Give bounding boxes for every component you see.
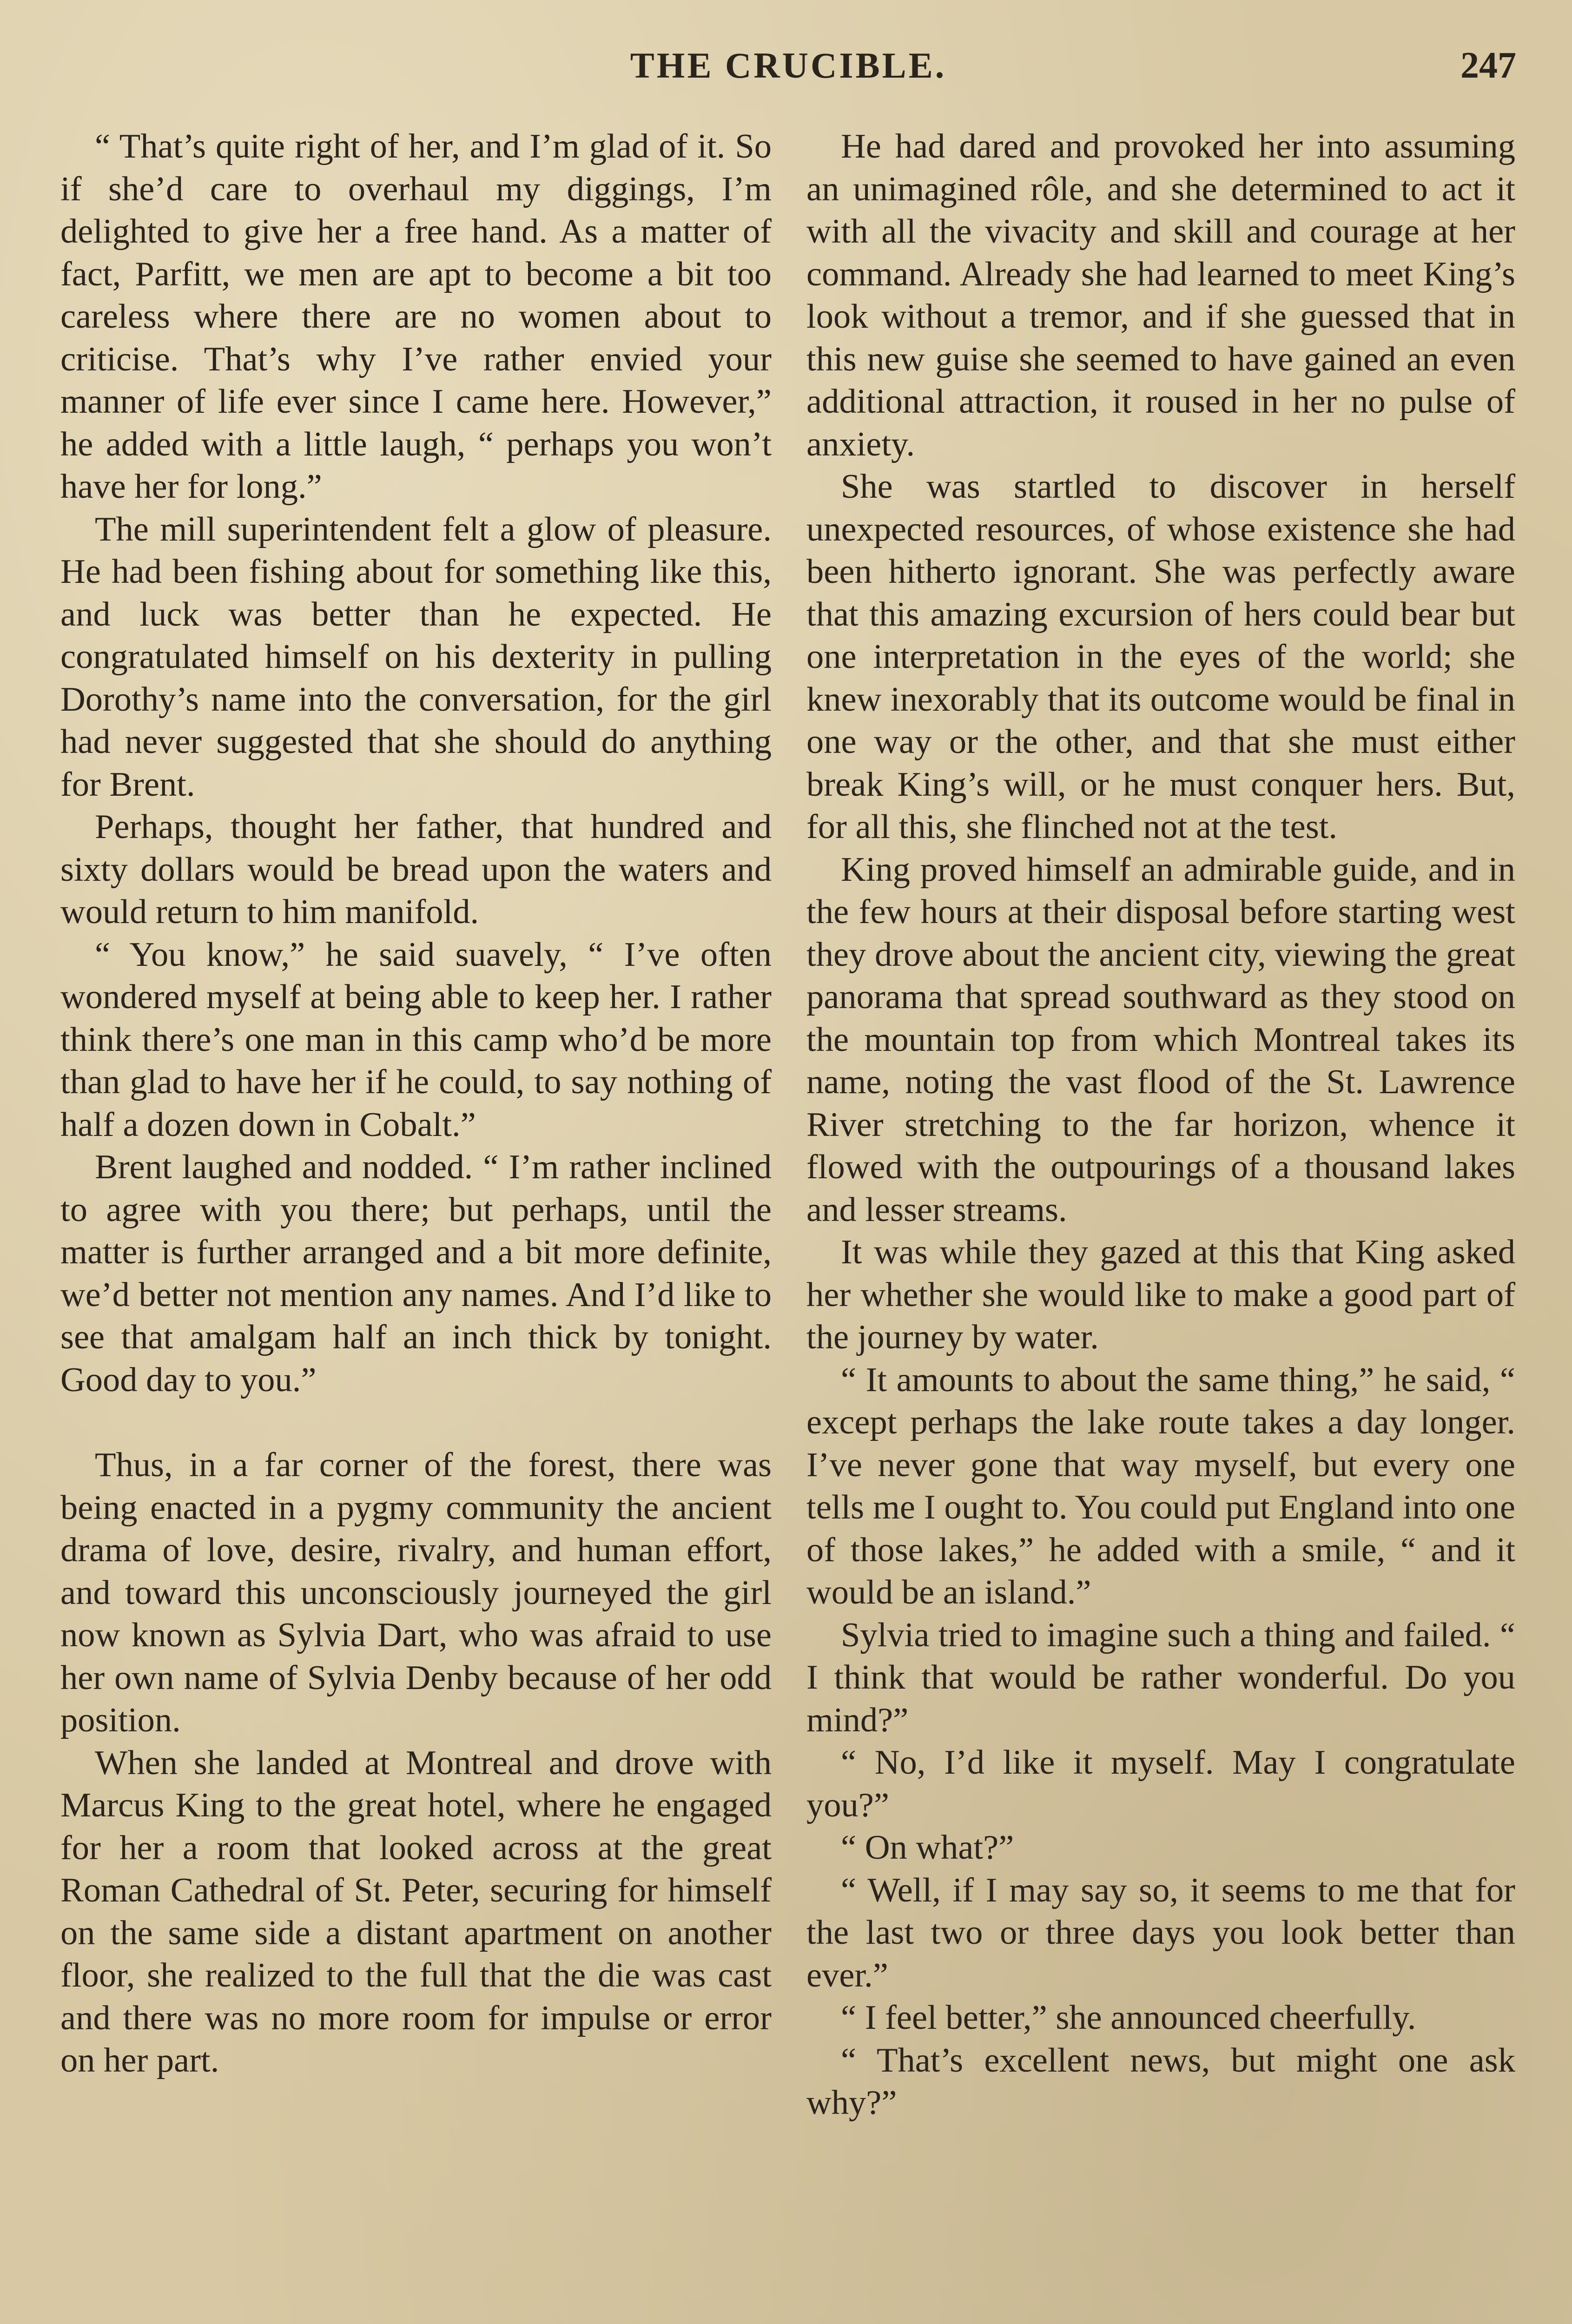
paragraph: Thus, in a far corner of the forest, there was being enacted in a pygmy community the ancient drama of love, desire, rivalry, and human effort, and toward this unconsciously journeyed the girl now known as Sylvia Dart, who was afraid to use her own name of Sylvia Denby because of her odd position. [60, 1446, 772, 1739]
paragraph: He had dared and provoked her into assuming an unimagined rôle, and she determined to act it with all the vivacity and skill and courage at her command. Already she had learned to meet King’s look without a tremor, and if she guessed that in this new guise she seemed to have gained an even additional attraction, it roused in her no pulse of anxiety. [806, 127, 1515, 463]
paragraph: “ You know,” he said suavely, “ I’ve often wondered myself at being able to keep her. I rather think there’s one man in this camp who’d be more than glad to have her if he could, to say nothing of half a dozen down in Cobalt.” [60, 935, 772, 1144]
paragraph: “ On what?” [841, 1829, 1014, 1867]
paragraph: The mill superintendent felt a glow of pleasure. He had been fishing about for something like this, and luck was better than he expected. He congratulated himself on his dexterity in pulling Dorothy’s name into the conversation, for the girl had never suggested that she should do anything for Brent. [60, 510, 772, 804]
paragraph: “ It amounts to about the same thing,” he said, “ except perhaps the lake route takes a day longer. I’ve never gone that way myself, but every one tells me I ought to. You could put England into one of those lakes,” he added with a smile, “ and it would be an island.” [806, 1360, 1515, 1611]
paragraph: “ No, I’d like it myself. May I congratulate you?” [806, 1743, 1515, 1824]
page-number: 247 [1460, 45, 1516, 86]
paragraph: King proved himself an admirable guide, and in the few hours at their disposal before starting west they drove about the ancient city, viewing the great panorama that spread southward as they stood on the mountain top from which Montreal takes its name, noting the vast flood of the St. Lawrence River stretching to the far horizon, whence it flowed with the outpourings of a thousand lakes and lesser streams. [806, 850, 1515, 1229]
left-column [60, 125, 772, 2082]
paragraph: It was while they gazed at this that King asked her whether she would like to make a good part of the journey by water. [806, 1233, 1515, 1356]
paragraph: When she landed at Montreal and drove with Marcus King to the great hotel, where he engaged for her a room that looked across at the great Roman Cathedral of St. Peter, securing for himself on the same side a distant apartment on another floor, she realized to the full that the die was cast and there was no more room for impulse or error on her part. [60, 1743, 772, 2080]
paragraph: Sylvia tried to imagine such a thing and failed. “ I think that would be rather wonderful. Do you mind?” [806, 1616, 1515, 1739]
paragraph: “ Well, if I may say so, it seems to me that for the last two or three days you look better than ever.” [806, 1871, 1515, 1994]
page-header [60, 45, 1516, 96]
paragraph: “ That’s quite right of her, and I’m glad of it. So if she’d care to overhaul my diggings, I’m delighted to give her a free hand. As a matter of fact, Parfitt, we men are apt to become a bit too careless where there are no women about to criticise. That’s why I’ve rather envied your manner of life ever since I came here. However,” he added with a little laugh, “ perhaps you won’t have her for long.” [60, 127, 772, 506]
paragraph: She was startled to discover in herself unexpected resources, of whose existence she had been hitherto ignorant. She was perfectly aware that this amazing excursion of hers could bear but one interpretation in the eyes of the world; she knew inexorably that its outcome would be final in one way or the other, and that she must either break King’s will, or he must conquer hers. But, for all this, she flinched not at the test. [806, 468, 1515, 846]
paragraph: Brent laughed and nodded. “ I’m rather inclined to agree with you there; but perhaps, until the matter is further arranged and a bit more definite, we’d better not mention any names. And I’d like to see that amalgam half an inch thick by tonight. Good day to you.” [60, 1148, 772, 1399]
running-title: THE CRUCIBLE. [630, 45, 947, 86]
paragraph: “ I feel better,” she announced cheerfully. [841, 1999, 1416, 2037]
paragraph: “ That’s excellent news, but might one ask why?” [806, 2041, 1515, 2122]
paragraph: Perhaps, thought her father, that hundred and sixty dollars would be bread upon the waters and would return to him manifold. [60, 808, 772, 931]
right-column [806, 125, 1515, 2125]
